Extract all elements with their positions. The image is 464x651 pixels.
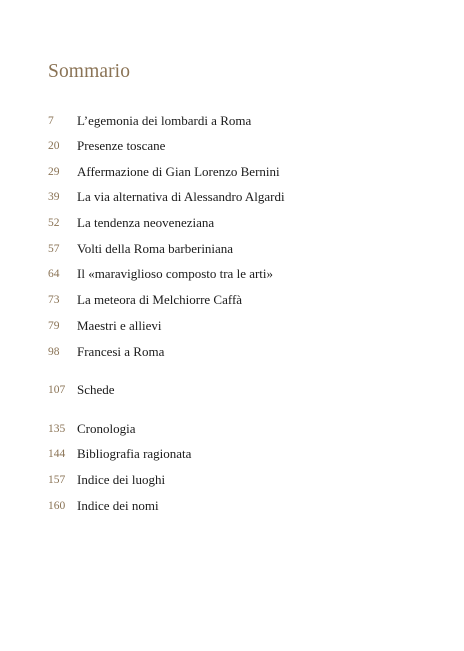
toc-entry [0, 419, 464, 439]
toc-entry [0, 290, 464, 310]
toc-page-number: 98 [48, 346, 60, 358]
toc-entry-title: Indice dei luoghi [77, 472, 166, 487]
page-title: Sommario [48, 61, 131, 82]
toc-entry-title: Affermazione di Gian Lorenzo Bernini [77, 164, 280, 179]
toc-page-number: 135 [48, 423, 66, 435]
toc-entry-title: Indice dei nomi [77, 498, 159, 513]
toc-entry-title: Cronologia [77, 421, 136, 436]
toc-entry [0, 316, 464, 336]
toc-page-number: 157 [48, 474, 66, 486]
toc-entry-title: La meteora di Melchiorre Caffà [77, 292, 243, 307]
toc-entry [0, 444, 464, 464]
toc-page-number: 39 [48, 191, 60, 203]
toc-entry [0, 213, 464, 233]
toc-page-number: 20 [48, 140, 60, 152]
toc-entry [0, 187, 464, 207]
toc-entry-title: Francesi a Roma [77, 344, 165, 359]
toc-entry [0, 342, 464, 362]
toc-entry-title: Maestri e allievi [77, 318, 162, 333]
toc-entry [0, 380, 464, 400]
toc-entry [0, 470, 464, 490]
toc-page-number: 29 [48, 166, 60, 178]
toc-entry-title: La via alternativa di Alessandro Algardi [77, 189, 285, 204]
toc-entry-title: Il «maraviglioso composto tra le arti» [77, 266, 274, 281]
toc-entry-title: Presenze toscane [77, 138, 166, 153]
toc-entry [0, 136, 464, 156]
toc-entry-title: Schede [77, 382, 115, 397]
toc-page-number: 7 [48, 115, 54, 127]
toc-page-number: 107 [48, 384, 66, 396]
toc-page-number: 144 [48, 448, 66, 460]
toc-page-number: 52 [48, 217, 60, 229]
toc-entry [0, 111, 464, 131]
toc-page-number: 64 [48, 268, 60, 280]
toc-entry [0, 264, 464, 284]
toc-page-number: 160 [48, 500, 66, 512]
toc-entry-title: L’egemonia dei lombardi a Roma [77, 113, 252, 128]
toc-entry [0, 496, 464, 516]
toc-entry-title: La tendenza neoveneziana [77, 215, 215, 230]
toc-entry-title: Bibliografia ragionata [77, 446, 192, 461]
toc-entry-title: Volti della Roma barberiniana [77, 241, 234, 256]
toc-page-number: 73 [48, 294, 60, 306]
toc-entry [0, 162, 464, 182]
toc-page-number: 57 [48, 243, 60, 255]
toc-entry [0, 239, 464, 259]
toc-page-number: 79 [48, 320, 60, 332]
